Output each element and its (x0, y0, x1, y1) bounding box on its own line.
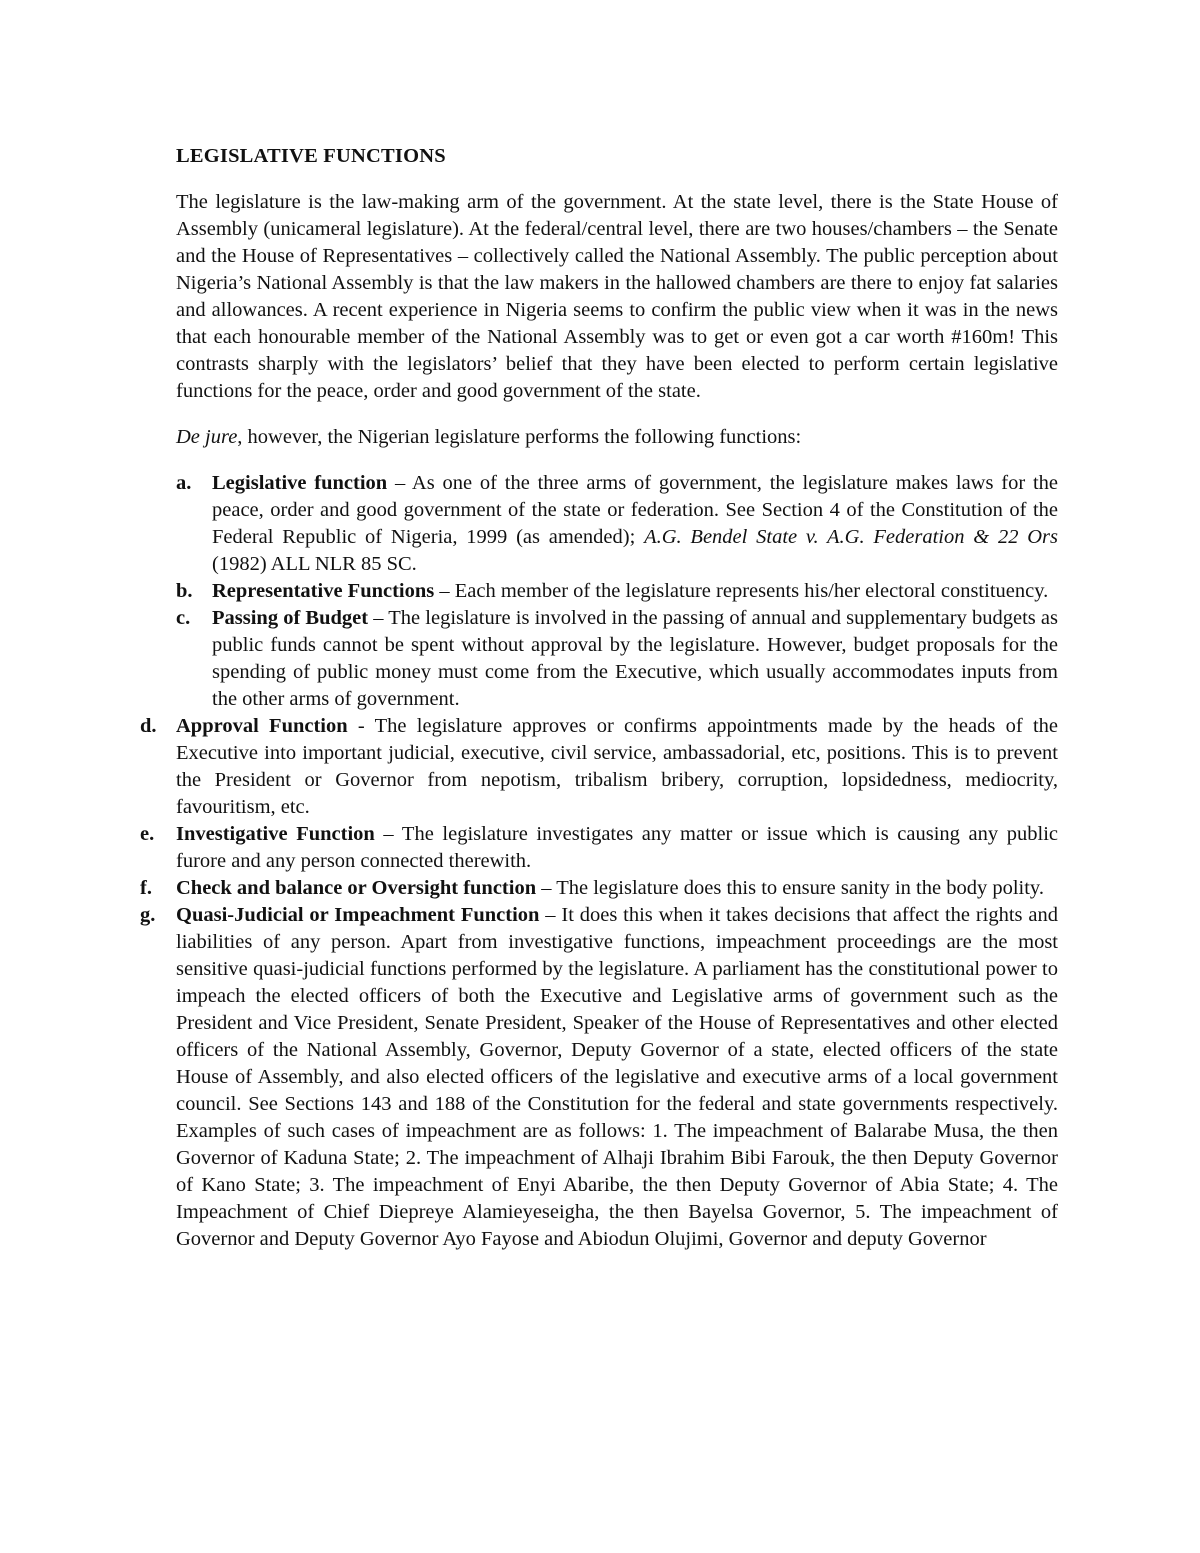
item-heading: Approval Function (176, 715, 348, 737)
dejure-text: , however, the Nigerian legislature performs the following functions: (237, 426, 802, 448)
list-item (140, 821, 1058, 875)
item-text: – It does this when it takes decisions that affect the rights and liabilities of any person. Apart from investigative functions, impeachment proceedings are the most sensitive quasi-judicial functions performed by the legislature. A parliament has the constitutional power to impeach the elected officers of both the Executive and Legislative arms of government such as the President and Vice President, Senate President, Speaker of the House of Representatives and other elected officers of the National Assembly, Governor, Deputy Governor of a state, elected officers of the state House of Assembly, and also elected officers of the legislative and executive arms of a local government council. See Sections 143 and 188 of the Constitution for the federal and state governments respectively. Examples of such cases of impeachment are as follows: 1. The impeachment of Balarabe Musa, the then Governor of Kaduna State; 2. The impeachment of Alhaji Ibrahim Bibi Farouk, the then Deputy Governor of Kano State; 3. The impeachment of Enyi Abaribe, the then Deputy Governor of Abia State; 4. The Impeachment of Chief Diepreye Alamieyeseigha, the then Bayelsa Governor, 5. The impeachment of Governor and Deputy Governor Ayo Fayose and Abiodun Olujimi, Governor and deputy Governor (176, 904, 1058, 1250)
list-marker: e. (140, 823, 155, 845)
item-heading: Representative Functions (212, 580, 435, 602)
list-marker: f. (140, 877, 152, 899)
item-text: – Each member of the legislature represents his/her electoral constituency. (434, 580, 1049, 602)
list-marker: g. (140, 904, 156, 926)
list-item (140, 713, 1058, 821)
list-marker: a. (176, 472, 192, 494)
list-item (140, 875, 1058, 902)
item-heading: Investigative Function (176, 823, 375, 845)
dejure-paragraph (176, 424, 1058, 451)
function-list-outdented (140, 713, 1058, 1253)
dejure-italic: De jure (176, 426, 238, 448)
item-text: – The legislature investigates any matter or issue which is causing any public furore and any person connected therewith. (176, 823, 1058, 872)
item-heading: Check and balance or Oversight function (176, 877, 537, 899)
item-text: – The legislature is involved in the passing of annual and supplementary budgets as public funds cannot be spent without approval by the legislature. However, budget proposals for the spending of public money must come from the Executive, which usually accommodates inputs from the other arms of government. (212, 607, 1058, 710)
item-text: – The legislature does this to ensure sanity in the body polity. (536, 877, 1044, 899)
list-item (140, 902, 1058, 1253)
document-title: LEGISLATIVE FUNCTIONS (176, 145, 446, 167)
function-list-indented (176, 470, 1058, 713)
item-heading: Quasi-Judicial or Impeachment Function (176, 904, 540, 926)
document-body (140, 143, 1059, 1253)
case-name: A.G. Bendel State v. A.G. Federation & 22 Ors (644, 526, 1059, 548)
list-item (176, 605, 1058, 713)
list-marker: d. (140, 715, 157, 737)
case-citation: (1982) ALL NLR 85 SC. (212, 553, 417, 575)
item-heading: Passing of Budget (212, 607, 369, 629)
list-item (176, 470, 1059, 578)
item-text: - The legislature approves or confirms appointments made by the heads of the Executive into important judicial, executive, civil service, ambassadorial, etc, positions. This is to prevent the President or Governor from nepotism, tribalism bribery, corruption, lopsidedness, mediocrity, favouritism, etc. (176, 715, 1058, 818)
intro-paragraph: The legislature is the law-making arm of the government. At the state level, there is the State House of Assembly (unicameral legislature). At the federal/central level, there are two houses/chambers – the Senate and the House of Representatives – collectively called the National Assembly. The public perception about Nigeria’s National Assembly is that the law makers in the hallowed chambers are there to enjoy fat salaries and allowances. A recent experience in Nigeria seems to confirm the public view when it was in the news that each honourable member of the National Assembly was to get or even got a car worth #160m! This contrasts sharply with the legislators’ belief that they have been elected to perform certain legislative functions for the peace, order and good government of the state. (176, 191, 1058, 402)
list-item (176, 578, 1058, 605)
list-marker: c. (176, 607, 191, 629)
item-text: – As one of the three arms of government, the legislature makes laws for the peace, order and good government of the state or federation. See Section 4 of the Constitution of the Federal Republic of Nigeria, 1999 (as amended); (212, 472, 1058, 548)
item-heading: Legislative function (212, 472, 388, 494)
list-marker: b. (176, 580, 193, 602)
